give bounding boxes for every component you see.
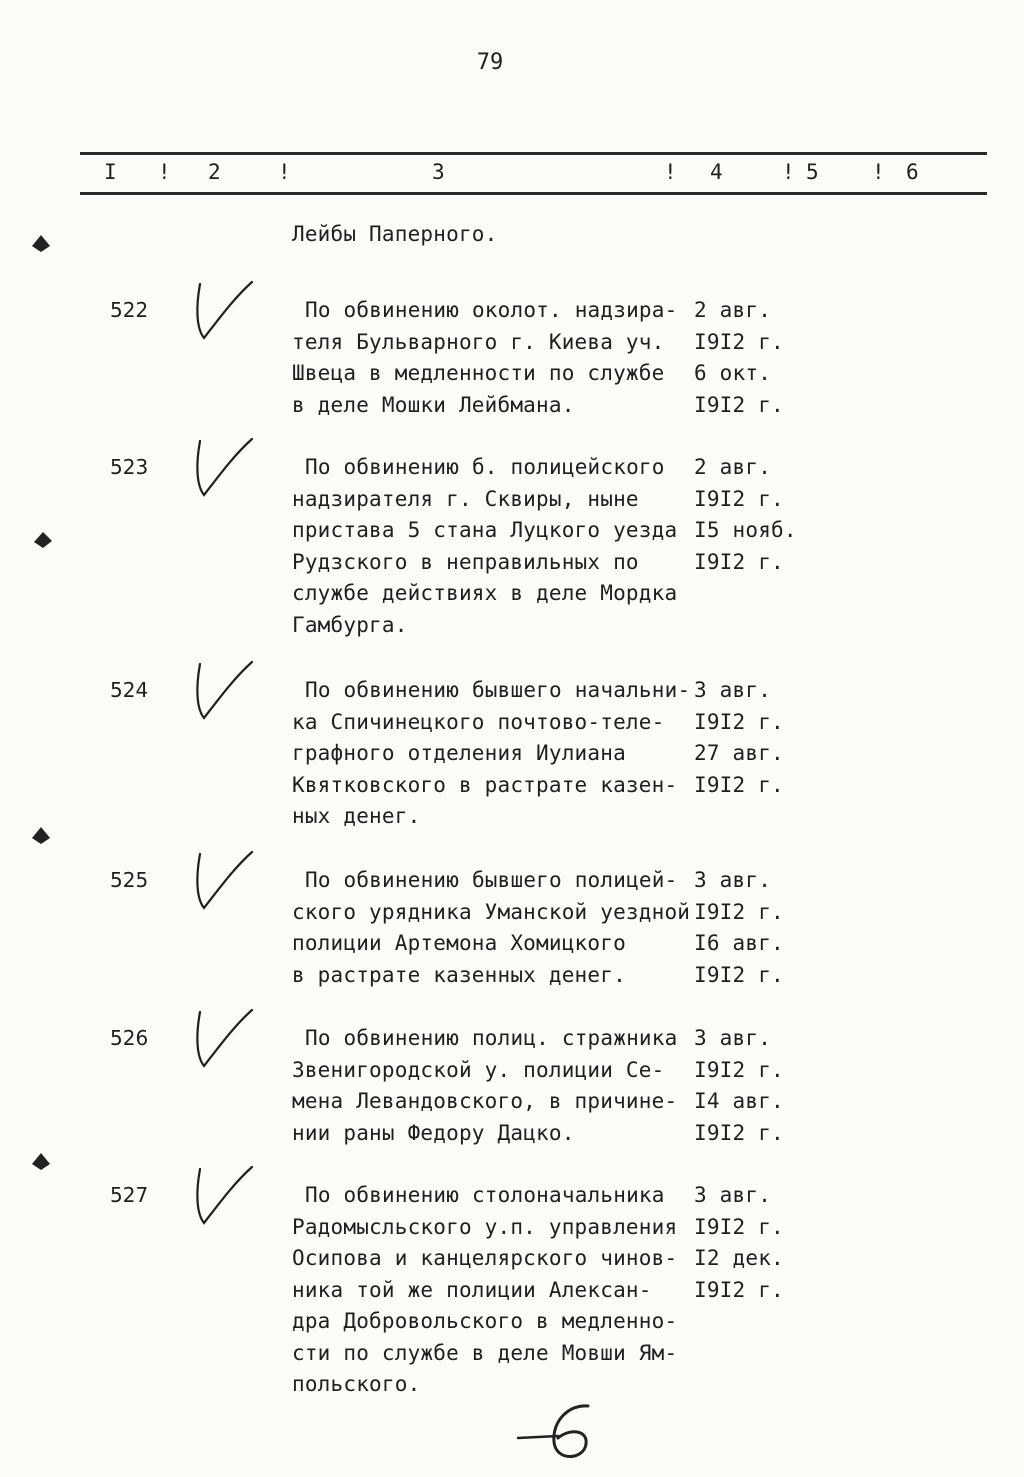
binder-hole-mark xyxy=(28,824,54,850)
entry-text-line: ка Спичинецкого почтово-теле- xyxy=(292,709,665,734)
entry-text-line: сти по службе в деле Мовши Ям- xyxy=(292,1340,678,1365)
column-header-4: 4 xyxy=(710,160,723,184)
entry-text-line: Звенигородской у. полиции Се- xyxy=(292,1057,665,1082)
entry-date: I6 авг. xyxy=(694,931,784,955)
entry-text-line: Осипова и канцелярского чинов- xyxy=(292,1246,678,1270)
checkmark-icon xyxy=(194,656,258,726)
header-rule-top xyxy=(80,152,987,155)
entry-date: 2 авг. xyxy=(694,298,772,322)
entry-date: I9I2 г. xyxy=(694,1277,784,1302)
entry-number: 524 xyxy=(110,678,149,702)
entry-date: I5 нояб. xyxy=(694,518,797,542)
entry-text-line: По обвинению бывшего полицей- xyxy=(305,868,678,892)
entry-date: I9I2 г. xyxy=(694,549,784,574)
entry-date: I9I2 г. xyxy=(694,1057,784,1082)
column-separator: ! xyxy=(782,160,795,184)
entry-text-line: пристава 5 стана Луцкого уезда xyxy=(292,518,678,542)
entry-text-line: ского урядника Уманской уездной xyxy=(292,899,691,924)
column-header-1: I xyxy=(104,160,117,184)
entry-date: I9I2 г. xyxy=(694,899,784,924)
column-separator: ! xyxy=(158,160,171,184)
entry-number: 526 xyxy=(110,1026,149,1050)
page-number: 79 xyxy=(476,50,504,75)
entry-date: I9I2 г. xyxy=(694,1214,784,1239)
column-header-3: 3 xyxy=(432,160,445,184)
entry-text-line: По обвинению бывшего начальни- xyxy=(305,678,691,702)
entry-text-line: теля Бульварного г. Киева уч. xyxy=(292,329,665,354)
entry-text-line: мена Левандовского, в причине- xyxy=(292,1089,678,1113)
entry-date: I9I2 г. xyxy=(694,709,784,734)
entry-text-line: По обвинению полиц. стражника xyxy=(305,1026,678,1050)
continuation-text: Лейбы Паперного. xyxy=(292,222,498,246)
entry-text-line: польского. xyxy=(292,1372,421,1396)
entry-text-line: По обвинению б. полицейского xyxy=(305,455,665,479)
entry-date: I9I2 г. xyxy=(694,329,784,354)
entry-text-line: Рудзского в неправильных по xyxy=(292,549,639,574)
entry-text-line: Гамбурга. xyxy=(292,612,408,637)
entry-text-line: По обвинению столоначальника xyxy=(305,1183,665,1207)
checkmark-icon xyxy=(194,1161,258,1231)
checkmark-icon xyxy=(194,276,258,346)
entry-date: I9I2 г. xyxy=(694,392,784,417)
binder-hole-mark xyxy=(28,232,54,258)
entry-text-line: в деле Мошки Лейбмана. xyxy=(292,392,575,417)
entry-date: I9I2 г. xyxy=(694,772,784,797)
entry-text-line: надзирателя г. Сквиры, ныне xyxy=(292,486,639,511)
entry-text-line: в растрате казенных денег. xyxy=(292,962,626,987)
entry-date: I9I2 г. xyxy=(694,962,784,987)
entry-date: 2 авг. xyxy=(694,455,772,479)
entry-text-line: службе действиях в деле Мордка xyxy=(292,581,678,605)
entry-text-line: Швеца в медленности по службе xyxy=(292,361,665,385)
column-separator: ! xyxy=(872,160,885,184)
column-header-2: 2 xyxy=(208,160,221,184)
handwritten-page-mark xyxy=(512,1398,602,1468)
entry-text-line: полиции Артемона Хомицкого xyxy=(292,931,626,955)
entry-date: 27 авг. xyxy=(694,741,784,765)
entry-text-line: графного отделения Иулиана xyxy=(292,741,626,765)
header-rule-bottom xyxy=(80,192,987,195)
entry-text-line: нии раны Федору Дацко. xyxy=(292,1120,575,1145)
entry-date: I9I2 г. xyxy=(694,1120,784,1145)
entry-text-line: Квятковского в растрате казен- xyxy=(292,772,678,797)
column-separator: ! xyxy=(664,160,677,184)
checkmark-icon xyxy=(194,1004,258,1074)
entry-number: 523 xyxy=(110,455,149,479)
entry-date: I4 авг. xyxy=(694,1089,784,1113)
entry-date: 3 авг. xyxy=(694,1183,772,1207)
binder-hole-mark xyxy=(30,528,56,554)
entry-date: 3 авг. xyxy=(694,868,772,892)
entry-date: 6 окт. xyxy=(694,361,772,385)
entry-number: 525 xyxy=(110,868,149,892)
entry-date: I9I2 г. xyxy=(694,486,784,511)
entry-number: 522 xyxy=(110,298,149,322)
checkmark-icon xyxy=(194,433,258,503)
entry-number: 527 xyxy=(110,1183,149,1207)
entry-text-line: По обвинению околот. надзира- xyxy=(305,298,678,322)
entry-text-line: Радомысльского у.п. управления xyxy=(292,1214,678,1239)
checkmark-icon xyxy=(194,846,258,916)
entry-text-line: дра Добровольского в медленно- xyxy=(292,1309,678,1333)
column-header-6: 6 xyxy=(906,160,919,184)
entry-date: 3 авг. xyxy=(694,678,772,702)
column-header-5: 5 xyxy=(806,160,819,184)
entry-date: 3 авг. xyxy=(694,1026,772,1050)
column-separator: ! xyxy=(278,160,291,184)
entry-text-line: ных денег. xyxy=(292,804,421,828)
entry-date: I2 дек. xyxy=(694,1246,784,1270)
entry-text-line: ника той же полиции Алексан- xyxy=(292,1277,652,1302)
binder-hole-mark xyxy=(28,1150,54,1176)
